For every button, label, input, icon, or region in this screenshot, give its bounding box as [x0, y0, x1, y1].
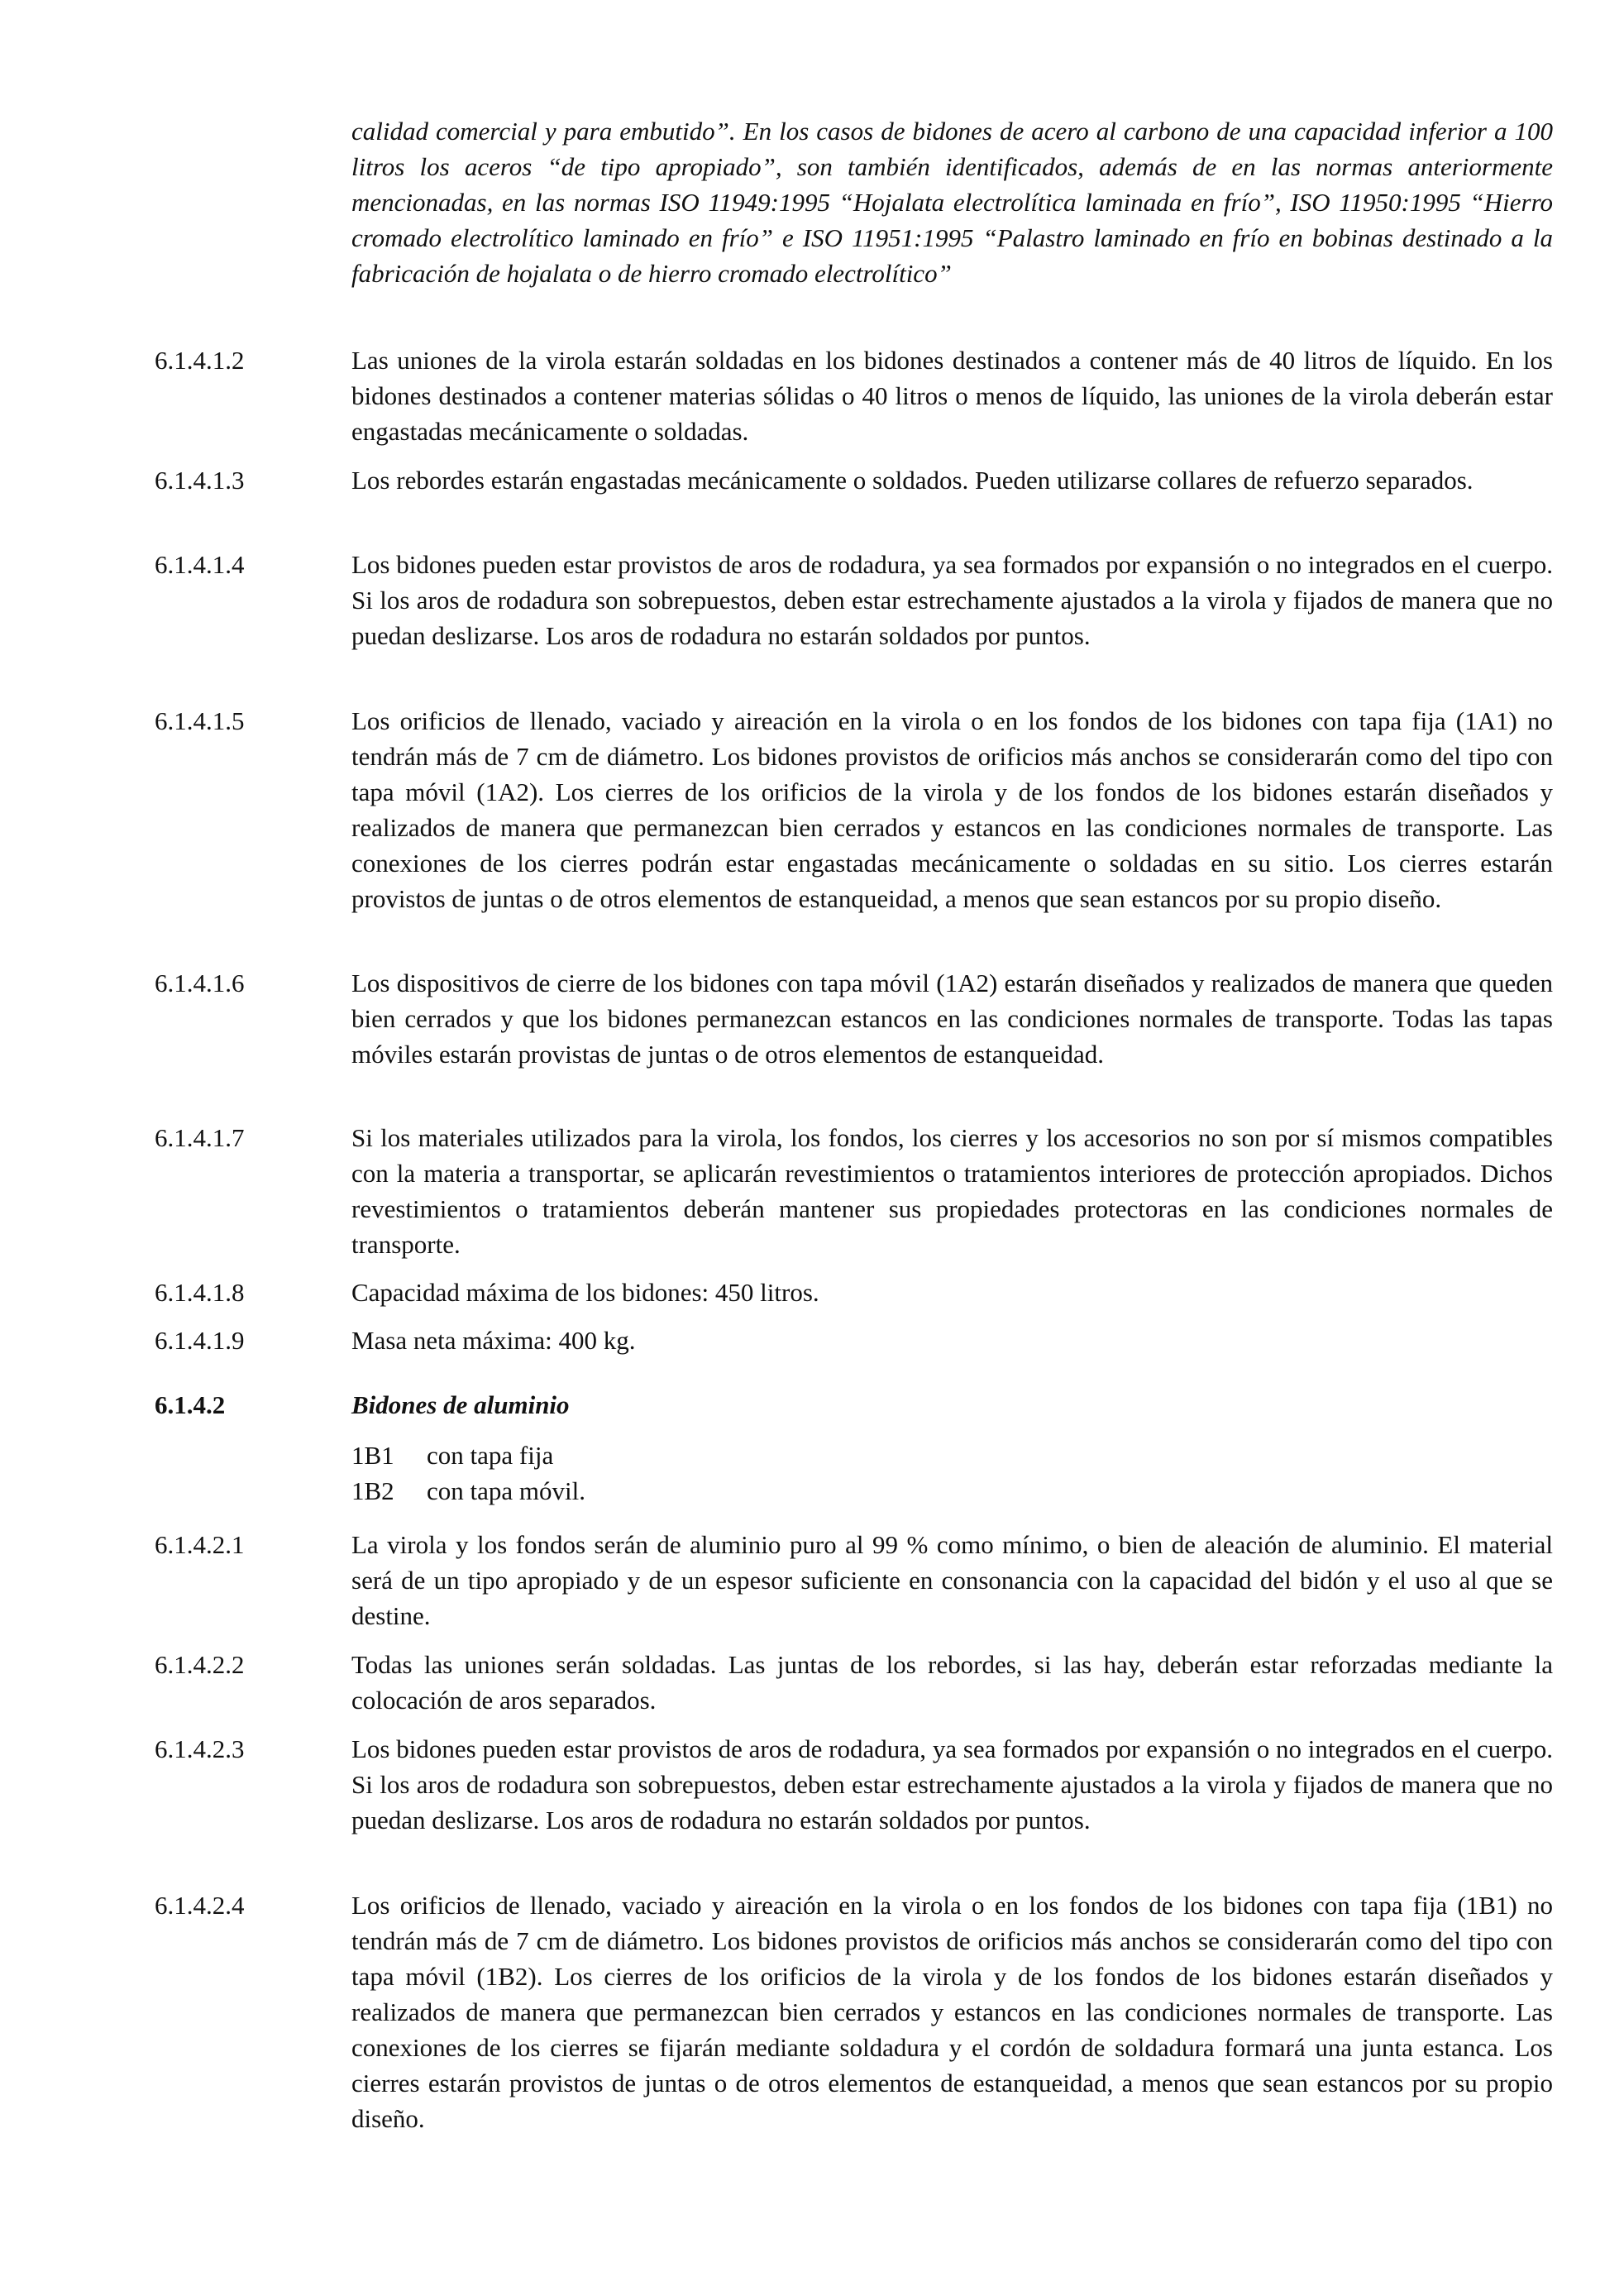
paragraph-number: 6.1.4.2.1	[155, 1530, 245, 1559]
paragraph-number: 6.1.4.1.4	[155, 550, 245, 579]
paragraph-text: Los dispositivos de cierre de los bidones con tapa móvil (1A2) estarán diseñados y realizados de manera que queden bien cerrados y que los bidones permanezcan estancos en las condiciones normales de transporte. Todas las tapas móviles estarán provistas de juntas o de otros elementos de estanqueidad.	[351, 969, 1553, 1069]
paragraph-text: Las uniones de la virola estarán soldadas en los bidones destinados a contener más de 40 litros de líquido. En los bidones destinados a contener materias sólidas o 40 litros o menos de líquido, las uniones de la virola deberán estar engastadas mecánicamente o soldadas.	[351, 346, 1553, 446]
paragraph-number: 6.1.4.2.2	[155, 1650, 245, 1679]
paragraph-text: La virola y los fondos serán de aluminio puro al 99 % como mínimo, o bien de aleación de aluminio. El material será de un tipo apropiado y de un espesor suficiente en consonancia con la capacidad del bidón y el uso al que se destine.	[351, 1530, 1553, 1630]
type-code: 1B1	[351, 1441, 394, 1470]
paragraph-text: Los bidones pueden estar provistos de aros de rodadura, ya sea formados por expansión o no integrados en el cuerpo. Si los aros de rodadura son sobrepuestos, deben estar estrechamente ajustados a la virola y fijados de manera que no puedan deslizarse. Los aros de rodadura no estarán soldados por puntos.	[351, 550, 1553, 650]
paragraph-text: Los orificios de llenado, vaciado y aireación en la virola o en los fondos de los bidones con tapa fija (1B1) no tendrán más de 7 cm de diámetro. Los bidones provistos de orificios más anchos se considerarán como del tipo con tapa móvil (1B2). Los cierres de los orificios de la virola y de los fondos de los bidones estarán diseñados y realizados de manera que permanezcan bien cerrados y estancos en las condiciones normales de transporte. Las conexiones de los cierres se fijarán mediante soldadura y el cordón de soldadura formará una junta estanca. Los cierres estarán provistos de juntas o de otros elementos de estanqueidad, a menos que sean estancos por su propio diseño.	[351, 1891, 1553, 2133]
type-description: con tapa móvil.	[427, 1476, 585, 1505]
paragraph-number: 6.1.4.1.5	[155, 706, 245, 735]
paragraph-number: 6.1.4.2.4	[155, 1891, 245, 1920]
paragraph-number: 6.1.4.1.9	[155, 1326, 245, 1355]
type-description: con tapa fija	[427, 1441, 554, 1470]
type-code-item	[351, 1473, 585, 1509]
type-code-item	[351, 1437, 553, 1473]
paragraph-number: 6.1.4.1.7	[155, 1123, 245, 1152]
paragraph-number: 6.1.4.1.2	[155, 346, 245, 375]
intro-paragraph: calidad comercial y para embutido”. En los casos de bidones de acero al carbono de una capacidad inferior a 100 litros los aceros “de tipo apropiado”, son también identificados, además de en las normas anteriormente mencionadas, en las normas ISO 11949:1995 “Hojalata electrolítica laminada en frío”, ISO 11950:1995 “Hierro cromado electrolítico laminado en frío” e ISO 11951:1995 “Palastro laminado en frío en bobinas destinado a la fabricación de hojalata o de hierro cromado electrolítico”	[351, 117, 1553, 288]
paragraph-number: 6.1.4.1.8	[155, 1278, 245, 1307]
paragraph-number: 6.1.4.2.3	[155, 1734, 245, 1763]
paragraph-text: Masa neta máxima: 400 kg.	[351, 1326, 636, 1355]
paragraph-text: Los rebordes estarán engastadas mecánicamente o soldados. Pueden utilizarse collares de refuerzo separados.	[351, 466, 1474, 495]
paragraph-text: Capacidad máxima de los bidones: 450 litros.	[351, 1278, 819, 1307]
paragraph-number: 6.1.4.1.6	[155, 969, 245, 997]
paragraph-number: 6.1.4.1.3	[155, 466, 245, 495]
section-number: 6.1.4.2	[155, 1390, 226, 1419]
paragraph-text: Los orificios de llenado, vaciado y aireación en la virola o en los fondos de los bidones con tapa fija (1A1) no tendrán más de 7 cm de diámetro. Los bidones provistos de orificios más anchos se considerarán como del tipo con tapa móvil (1A2). Los cierres de los orificios de la virola y de los fondos de los bidones estarán diseñados y realizados de manera que permanezcan bien cerrados y estancos en las condiciones normales de transporte. Las conexiones de los cierres podrán estar engastadas mecánicamente o soldadas en su sitio. Los cierres estarán provistos de juntas o de otros elementos de estanqueidad, a menos que sean estancos por su propio diseño.	[351, 706, 1553, 913]
type-code: 1B2	[351, 1476, 394, 1505]
paragraph-text: Todas las uniones serán soldadas. Las juntas de los rebordes, si las hay, deberán estar reforzadas mediante la colocación de aros separados.	[351, 1650, 1553, 1715]
paragraph-text: Los bidones pueden estar provistos de aros de rodadura, ya sea formados por expansión o no integrados en el cuerpo. Si los aros de rodadura son sobrepuestos, deben estar estrechamente ajustados a la virola y fijados de manera que no puedan deslizarse. Los aros de rodadura no estarán soldados por puntos.	[351, 1734, 1553, 1834]
paragraph-text: Si los materiales utilizados para la virola, los fondos, los cierres y los accesorios no son por sí mismos compatibles con la materia a transportar, se aplicarán revestimientos o tratamientos interiores de protección apropiados. Dichos revestimientos o tratamientos deberán mantener sus propiedades protectoras en las condiciones normales de transporte.	[351, 1123, 1553, 1259]
section-title: Bidones de aluminio	[351, 1390, 570, 1419]
